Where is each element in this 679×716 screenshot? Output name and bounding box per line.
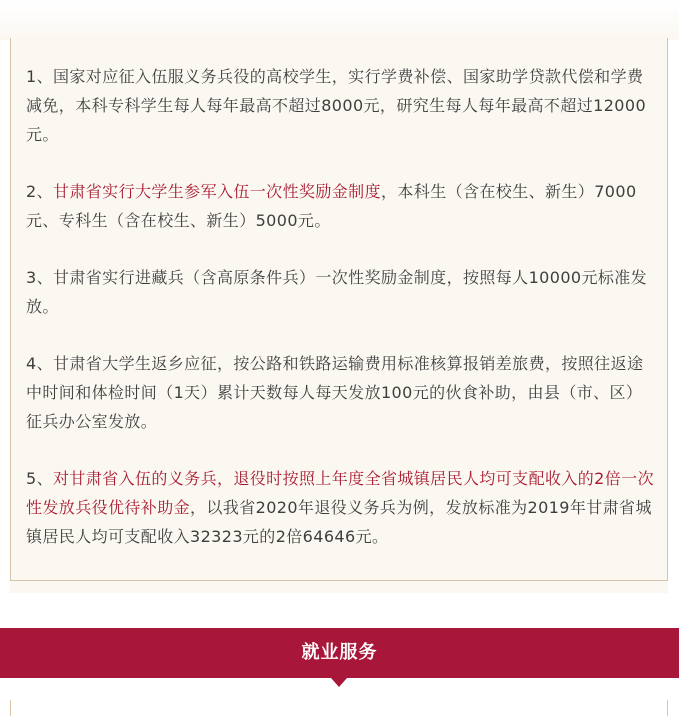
policy-item-1-text: 1、国家对应征入伍服义务兵役的高校学生，实行学费补偿、国家助学贷款代偿和学费减免，本科专科学生每人每年最高不超过8000元，研究生每人每年最高不超过12000元。 <box>26 67 647 144</box>
policy-item-1 <box>26 62 656 149</box>
policy-list <box>26 62 656 579</box>
next-card-border-right <box>667 700 668 716</box>
policy-item-3 <box>26 263 656 321</box>
policy-item-5-highlight: 对甘肃省入伍的义务兵，退役时按照上年度全省城镇居民人均可支配收入的2倍一次性发放兵役优待补助金 <box>26 469 654 517</box>
banner-pointer-icon <box>331 678 347 687</box>
policy-item-3-text: 3、甘肃省实行进藏兵（含高原条件兵）一次性奖励金制度，按照每人10000元标准发放。 <box>26 268 648 316</box>
top-fade <box>0 0 679 40</box>
policy-item-4 <box>26 349 656 436</box>
policy-item-4-text: 4、甘肃省大学生返乡应征，按公路和铁路运输费用标准核算报销差旅费，按照往返途中时间和体检时间（1天）累计天数每人每天发放100元的伙食补助，由县（市、区）征兵办公室发放。 <box>26 354 644 431</box>
next-card-border-left <box>10 700 11 716</box>
policy-item-5-prefix: 5、 <box>26 469 53 488</box>
policy-item-5-rest: ，以我省2020年退役义务兵为例，发放标准为2019年甘肃省城镇居民人均可支配收入32323元的2倍64646元。 <box>26 498 652 546</box>
policy-item-2-highlight: 甘肃省实行大学生参军入伍一次性奖励金制度 <box>52 182 381 201</box>
policy-item-5 <box>26 464 656 551</box>
policy-item-2-rest: ，本科生（含在校生、新生）7000元、专科生（含在校生、新生）5000元。 <box>26 182 637 230</box>
policy-item-2-prefix: 2、 <box>26 182 53 201</box>
policy-item-2 <box>26 177 656 235</box>
section-header-title: 就业服务 <box>301 642 378 663</box>
